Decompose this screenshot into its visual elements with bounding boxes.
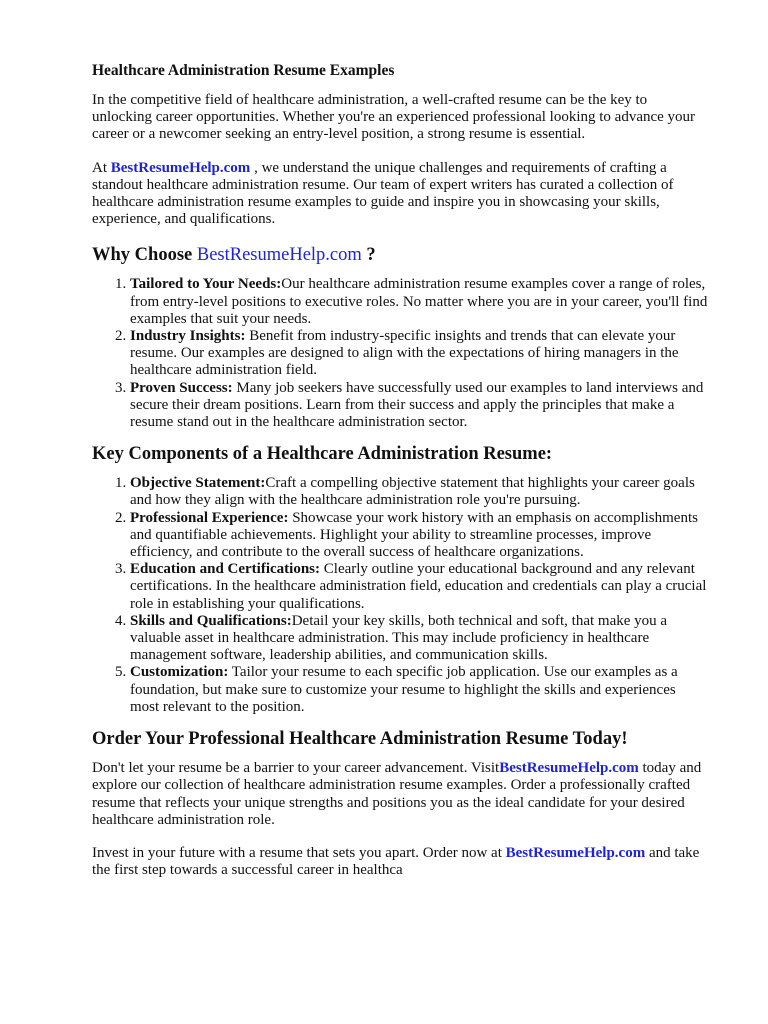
list-item-text: Our healthcare administration resume examples cover a range of roles, from entry-level positions to executive roles. No matter where you are in your career, you'll find examples that suit your needs. (130, 276, 708, 327)
order-p2-link[interactable]: BestResumeHelp.com (505, 844, 646, 861)
list-item-text: Showcase your work history with an emphasis on accomplishments and quantifiable achievements. Highlight your ability to streamline processes, improve efficiency, and contribute to the overall success of healthcare organizations. (130, 509, 698, 561)
list-item (130, 276, 708, 328)
order-p2-suffix: and take the first step towards a successful career in healthca (92, 844, 700, 879)
about-paragraph (92, 160, 708, 229)
document-title: Healthcare Administration Resume Examples (92, 62, 395, 79)
list-item (130, 613, 708, 665)
key-components-list (92, 475, 708, 716)
list-item-text: Tailor your resume to each specific job application. Use our examples as a foundation, but make sure to customize your resume to highlight the skills and experiences most relevant to the position. (130, 664, 678, 715)
intro-paragraph: In the competitive field of healthcare administration, a well-crafted resume can be the key to unlocking career opportunities. Whether you're an experienced professional looking to advance your career or a newcomer seeking an entry-level position, a strong resume is essential. (92, 92, 696, 143)
list-item-text: Clearly outline your educational background and any relevant certifications. In the healthcare administration field, education and credentials can play a crucial role in establishing your qualifications. (130, 561, 707, 612)
why-choose-heading (92, 244, 708, 266)
list-item-label: Proven Success: (130, 379, 233, 396)
list-item-label: Tailored to Your Needs: (130, 276, 282, 293)
order-p1-suffix: today and explore our collection of healthcare administration resume examples. Order a professionally crafted resume that reflects your unique strengths and positions you as the ideal candidate for your desired healthcare administration role. (92, 760, 702, 828)
list-item (130, 561, 708, 613)
list-item-label: Education and Certifications: (130, 561, 321, 578)
order-paragraph-1 (92, 760, 708, 829)
why-heading-link[interactable]: BestResumeHelp.com (196, 245, 362, 266)
key-components-heading: Key Components of a Healthcare Administration Resume: (92, 444, 553, 465)
list-item-text: Detail your key skills, both technical and soft, that make you a valuable asset in healthcare administration. This may include proficiency in healthcare management software, leadership abilities, and communication skills. (130, 612, 668, 664)
list-item-text: Craft a compelling objective statement that highlights your career goals and how they align with the healthcare administration role you're pursuing. (130, 475, 695, 509)
order-p2-prefix: Invest in your future with a resume that sets you apart. Order now at (92, 844, 506, 861)
why-choose-list (92, 276, 708, 431)
list-item-label: Skills and Qualifications: (130, 612, 292, 629)
list-item (130, 380, 708, 432)
bestresumehelp-link[interactable]: BestResumeHelp.com (110, 159, 251, 176)
order-p1-prefix: Don't let your resume be a barrier to your career advancement. Visit (92, 760, 500, 777)
list-item-label: Industry Insights: (130, 328, 246, 345)
list-item (130, 475, 708, 509)
list-item-label: Customization: (130, 664, 229, 681)
list-item-label: Objective Statement: (130, 475, 266, 492)
about-prefix: At (92, 159, 111, 176)
list-item (130, 328, 708, 380)
list-item (130, 664, 708, 716)
why-heading-suffix: ? (361, 245, 376, 266)
order-paragraph-2 (92, 845, 708, 879)
list-item (130, 510, 708, 562)
why-heading-prefix: Why Choose (92, 245, 197, 266)
list-item-label: Professional Experience: (130, 509, 289, 526)
order-heading: Order Your Professional Healthcare Administration Resume Today! (92, 729, 628, 750)
order-p1-link[interactable]: BestResumeHelp.com (499, 760, 639, 777)
about-suffix: , we understand the unique challenges and requirements of crafting a standout healthcare administration resume. Our team of expert writers has curated a collection of healthcare administration resume examples to guide and inspire you in showcasing your skills, experience, and qualifications. (92, 159, 674, 228)
list-item-text: Many job seekers have successfully used our examples to land interviews and secure their dream positions. Learn from their success and apply the principles that make a resume stand out in the healthcare administration sector. (130, 379, 704, 431)
list-item-text: Benefit from industry-specific insights and trends that can elevate your resume. Our examples are designed to align with the expectations of hiring managers in the healthcare administration field. (130, 328, 679, 379)
